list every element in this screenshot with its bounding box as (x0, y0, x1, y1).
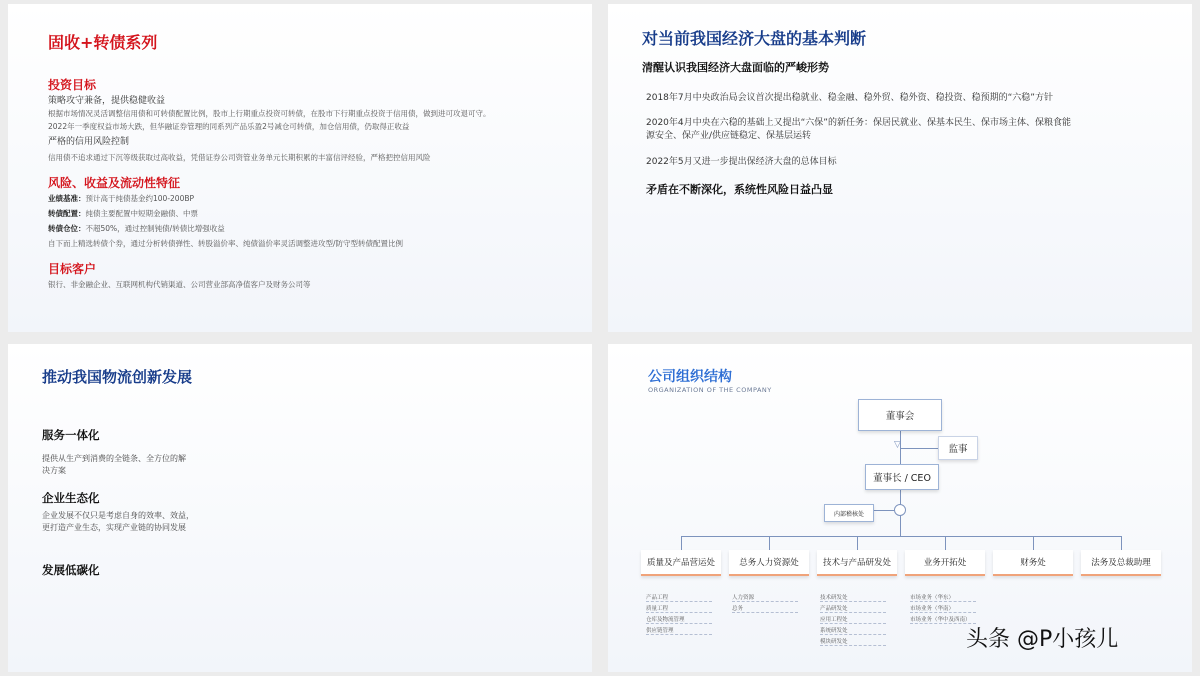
dept-box: 质量及产品营运处 (641, 550, 721, 576)
slide-title: 公司组织结构 (648, 369, 732, 385)
timeline-item: 源安全、保产业/供应链稳定、保基层运转 (646, 131, 812, 141)
point-text: 更打造产业生态，实现产业链的协同发展 (42, 523, 186, 532)
divider (732, 601, 798, 602)
dept-box: 财务处 (993, 550, 1073, 576)
point-text: 提供从生产到消费的全链条、全方位的解 (42, 454, 186, 463)
sub-item: 人力资源 (732, 595, 755, 601)
connector (1121, 536, 1122, 550)
connector (857, 536, 858, 550)
point-heading: 服务一体化 (42, 428, 100, 442)
point-heading: 企业生态化 (42, 491, 100, 505)
section-title-goal: 投资目标 (48, 78, 97, 92)
board-box: 董事会 (858, 399, 942, 431)
divider (646, 623, 712, 624)
divider (820, 634, 886, 635)
point-text: 企业发展不仅只是考虑自身的效率、效益， (42, 511, 194, 520)
risk-item: 转债配置：纯债主要配置中短期金融债、中票 (48, 209, 198, 218)
goal-line: 策略攻守兼备，提供稳健收益 (48, 96, 166, 106)
sub-item: 技术研发处 (820, 595, 848, 601)
goal-line: 根据市场情况灵活调整信用债和可转债配置比例，股市上行期重点投资可转债，在股市下行期重点投资于信用债，做到进可攻退可守。 (48, 109, 491, 118)
dept-box: 法务及总裁助理 (1081, 550, 1161, 576)
slide-logistics (8, 344, 592, 672)
sub-item: 市场业务（华东） (910, 595, 955, 601)
sub-item: 产品工程 (646, 595, 669, 601)
sub-item: 应用工程处 (820, 617, 848, 623)
goal-line: 2022年一季度权益市场大跌，但华融证券管理的同系列产品乐盈2号减仓可转债，加仓信用债，仍取得正收益 (48, 122, 410, 131)
timeline-item: 2018年7月中央政治局会议首次提出稳就业、稳金融、稳外贸、稳外资、稳投资、稳预期的“六稳”方针 (646, 93, 1053, 103)
connector (681, 536, 1121, 537)
connector (874, 510, 894, 511)
conclusion: 矛盾在不断深化，系统性风险日益凸显 (646, 183, 833, 196)
divider (820, 623, 886, 624)
dept-box: 业务开拓处 (905, 550, 985, 576)
sub-item: 质量工程 (646, 606, 669, 612)
sub-item: 仓库及物流管理 (646, 617, 685, 623)
divider (646, 612, 712, 613)
sub-item: 总务 (732, 606, 744, 612)
sub-item: 系统研发处 (820, 628, 848, 634)
risk-item: 转债仓位：不超50%，通过控制钝债/转债比增强收益 (48, 224, 225, 233)
audit-box: 内部稽核处 (824, 504, 874, 522)
sub-item: 市场业务（华中及西南） (910, 617, 971, 623)
connector (681, 536, 682, 550)
section-title-risk: 风险、收益及流动性特征 (48, 176, 181, 190)
supervisor-box: 监事 (938, 436, 978, 460)
watermark: 头条 @P小孩儿 (966, 627, 1119, 652)
connector (769, 536, 770, 550)
slide-economy (608, 4, 1192, 332)
risk-item: 业绩基准：预计高于纯债基金约100-200BP (48, 194, 195, 203)
sub-item: 产品研发处 (820, 606, 848, 612)
dept-box: 技术与产品研发处 (817, 550, 897, 576)
section-title-clients: 目标客户 (48, 262, 97, 276)
sub-item: 供应链管理 (646, 628, 674, 634)
connector (900, 448, 938, 449)
slide-title: 推动我国物流创新发展 (42, 368, 193, 386)
timeline-item: 2020年4月中央在六稳的基础上又提出“六保”的新任务：保居民就业、保基本民生、保市场主体、保粮食能 (646, 118, 1071, 128)
risk-line: 自下而上精选转债个券，通过分析转债弹性、转股溢价率、纯债溢价率灵活调整进攻型/防守型转债配置比例 (48, 239, 404, 248)
divider (820, 645, 886, 646)
node-circle-icon (894, 504, 906, 516)
slide-subtitle: 清醒认识我国经济大盘面临的严峻形势 (642, 61, 829, 74)
point-text: 决方案 (42, 466, 66, 475)
clients-line: 银行、非金融企业、互联网机构代销渠道、公司营业部高净值客户及财务公司等 (48, 280, 311, 289)
ceo-box: 董事长 / CEO (865, 464, 939, 490)
point-heading: 发展低碳化 (42, 563, 100, 577)
slide-title: 对当前我国经济大盘的基本判断 (642, 29, 867, 48)
goal-line: 信用债不追求通过下沉等级获取过高收益，凭借证券公司资管业务单元长期积累的丰富信评经验，严格把控信用风险 (48, 153, 431, 162)
sub-item: 模块研发处 (820, 639, 848, 645)
chevron-down-icon: ▽ (894, 440, 901, 450)
slide-title: 固收+转债系列 (48, 33, 158, 52)
connector (945, 536, 946, 550)
dept-box: 总务人力资源处 (729, 550, 809, 576)
divider (732, 612, 798, 613)
divider (910, 601, 976, 602)
timeline-item: 2022年5月又进一步提出保经济大盘的总体目标 (646, 157, 837, 167)
divider (646, 634, 712, 635)
goal-line: 严格的信用风险控制 (48, 137, 130, 147)
sub-item: 市场业务（华南） (910, 606, 955, 612)
slide-fixed-income (8, 4, 592, 332)
slide-title-en: ORGANIZATION OF THE COMPANY (648, 386, 772, 394)
divider (820, 612, 886, 613)
divider (820, 601, 886, 602)
divider (646, 601, 712, 602)
connector (1033, 536, 1034, 550)
divider (910, 612, 976, 613)
